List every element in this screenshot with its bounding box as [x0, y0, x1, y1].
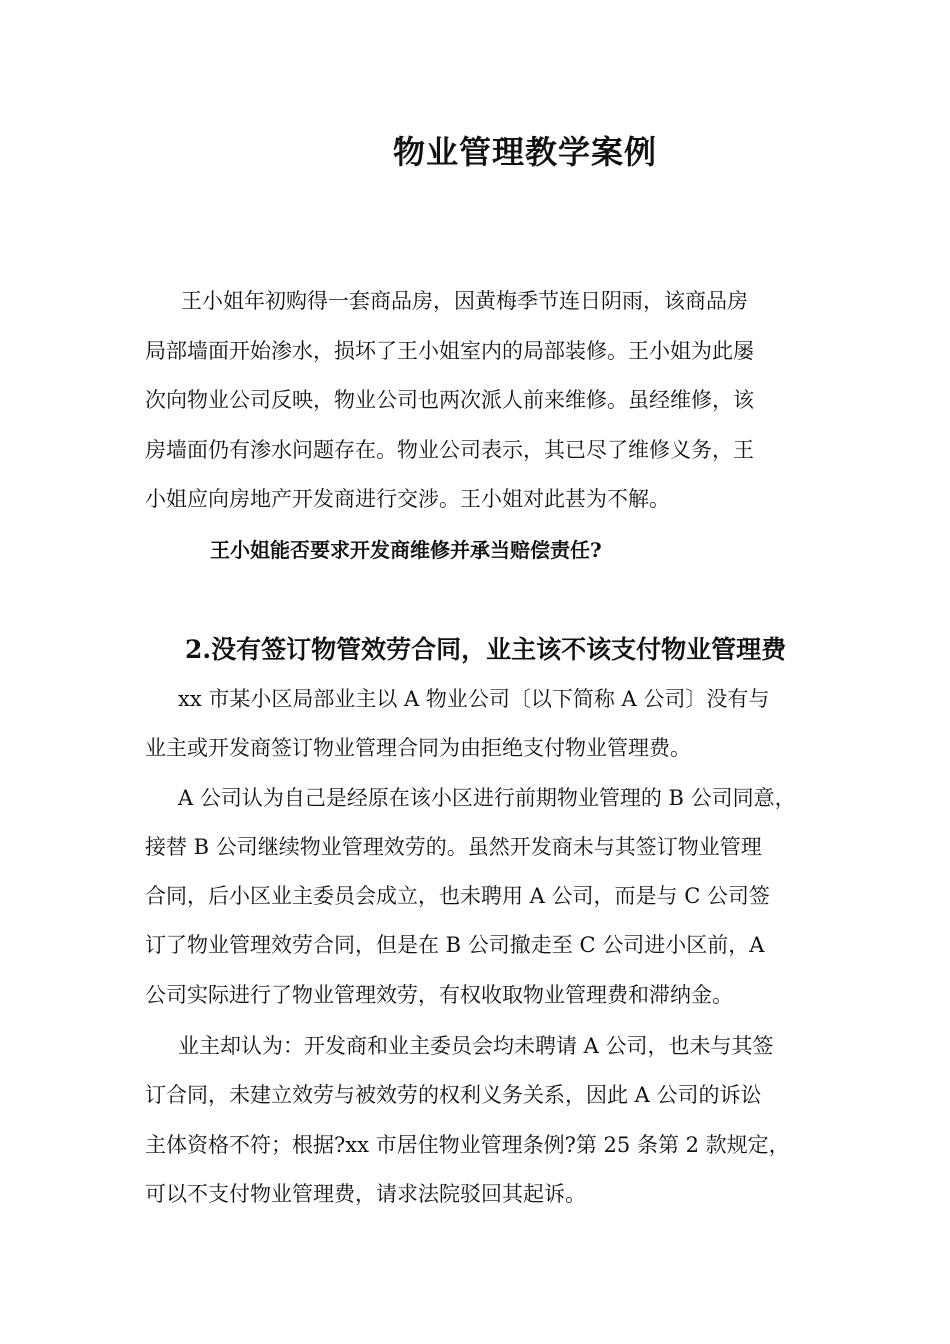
case1-line-2: 局部墙面开始渗水，损坏了王小姐室内的局部装修。王小姐为此屡	[145, 339, 754, 363]
case2-line-3: A 公司认为自己是经原在该小区进行前期物业管理的 B 公司同意，	[178, 786, 796, 810]
case2-line-5: 合同，后小区业主委员会成立，也未聘用 A 公司，而是与 C 公司签	[145, 884, 770, 908]
case1-line-5: 小姐应向房地产开发商进行交涉。王小姐对此甚为不解。	[145, 487, 670, 511]
case2-line-7: 公司实际进行了物业管理效劳，有权收取物业管理费和滞纳金。	[145, 983, 733, 1007]
case2-line-11: 可以不支付物业管理费，请求法院驳回其起诉。	[145, 1182, 586, 1206]
case2-line-4: 接替 B 公司继续物业管理效劳的。虽然开发商未与其签订物业管理	[145, 835, 762, 859]
case1-line-3: 次向物业公司反映，物业公司也两次派人前来维修。虽经维修，该	[145, 388, 754, 412]
document-title: 物业管理教学案例	[392, 133, 657, 171]
case2-line-2: 业主或开发商签订物业管理合同为由拒绝支付物业管理费。	[145, 736, 691, 760]
case2-line-10: 主体资格不符；根据?xx 市居住物业管理条例?第 25 条第 2 款规定，	[145, 1133, 790, 1157]
case1-question: 王小姐能否要求开发商维修并承当赔偿责任?	[210, 538, 602, 562]
case2-line-8: 业主却认为：开发商和业主委员会均未聘请 A 公司，也未与其签	[178, 1034, 774, 1058]
case2-line-1: xx 市某小区局部业主以 A 物业公司〔以下简称 A 公司〕没有与	[178, 687, 770, 711]
case1-line-4: 房墙面仍有渗水问题存在。物业公司表示，其已尽了维修义务，王	[145, 438, 754, 462]
case2-line-9: 订合同，未建立效劳与被效劳的权利义务关系，因此 A 公司的诉讼	[145, 1083, 762, 1107]
case1-line-1: 王小姐年初购得一套商品房，因黄梅季节连日阴雨，该商品房	[160, 289, 748, 313]
case2-heading: 2.没有签订物管效劳合同，业主该不该支付物业管理费	[185, 635, 787, 664]
case2-line-6: 订了物业管理效劳合同，但是在 B 公司撤走至 C 公司进小区前，A	[145, 933, 765, 957]
